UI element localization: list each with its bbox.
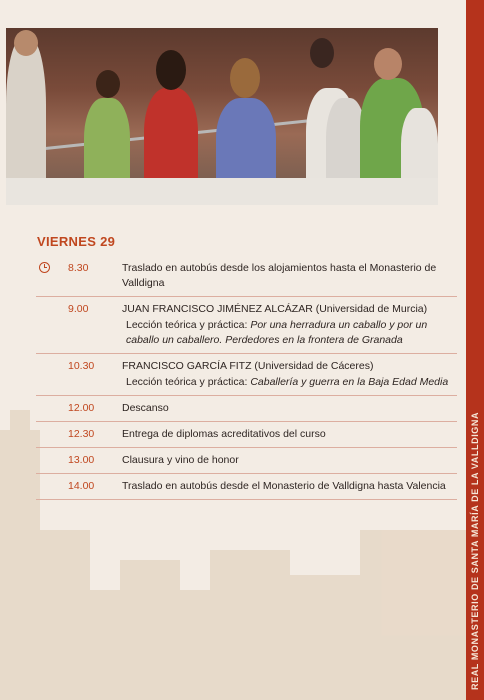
schedule-row xyxy=(36,297,457,354)
schedule-time: 10.30 xyxy=(68,360,95,372)
lecture-description: Lección teórica y práctica: Por una herradura un caballo y por un caballo un caballero. Perdedores en la frontera de Granada xyxy=(126,319,428,346)
day-heading: VIERNES 29 xyxy=(37,234,116,249)
clock-icon xyxy=(39,262,50,273)
schedule-title: Descanso xyxy=(122,402,169,414)
schedule-row xyxy=(36,422,457,448)
schedule-row xyxy=(36,396,457,422)
schedule-row xyxy=(36,354,457,396)
schedule-time: 12.30 xyxy=(68,428,95,440)
event-photo xyxy=(6,28,438,205)
schedule-time: 9.00 xyxy=(68,303,89,315)
schedule-row xyxy=(36,474,457,500)
schedule-time: 13.00 xyxy=(68,454,95,466)
schedule-title: Traslado en autobús desde los alojamientos hasta el Monasterio de Valldigna xyxy=(122,262,437,289)
lecture-title: Caballería y guerra en la Baja Edad Media xyxy=(250,376,449,388)
schedule-row xyxy=(36,256,457,297)
side-band-text: REAL MONASTERIO DE SANTA MARÍA DE LA VALLDIGNA xyxy=(470,411,480,690)
schedule-time: 12.00 xyxy=(68,402,95,414)
schedule xyxy=(36,256,457,500)
schedule-title: Traslado en autobús desde el Monasterio de Valldigna hasta Valencia xyxy=(122,480,446,492)
schedule-row xyxy=(36,448,457,474)
schedule-time: 8.30 xyxy=(68,262,89,274)
schedule-time: 14.00 xyxy=(68,480,95,492)
schedule-title: Clausura y vino de honor xyxy=(122,454,239,466)
lecture-title: Por una herradura un caballo y por un caballo un caballero. Perdedores en la frontera de Granada xyxy=(126,319,428,346)
lecture-description: Lección teórica y práctica: Caballería y guerra en la Baja Edad Media xyxy=(126,376,449,388)
speaker-name: FRANCISCO GARCÍA FITZ (Universidad de Cáceres) xyxy=(122,360,374,372)
schedule-title: Entrega de diplomas acreditativos del curso xyxy=(122,428,326,440)
speaker-name: JUAN FRANCISCO JIMÉNEZ ALCÁZAR (Universidad de Murcia) xyxy=(122,303,428,315)
